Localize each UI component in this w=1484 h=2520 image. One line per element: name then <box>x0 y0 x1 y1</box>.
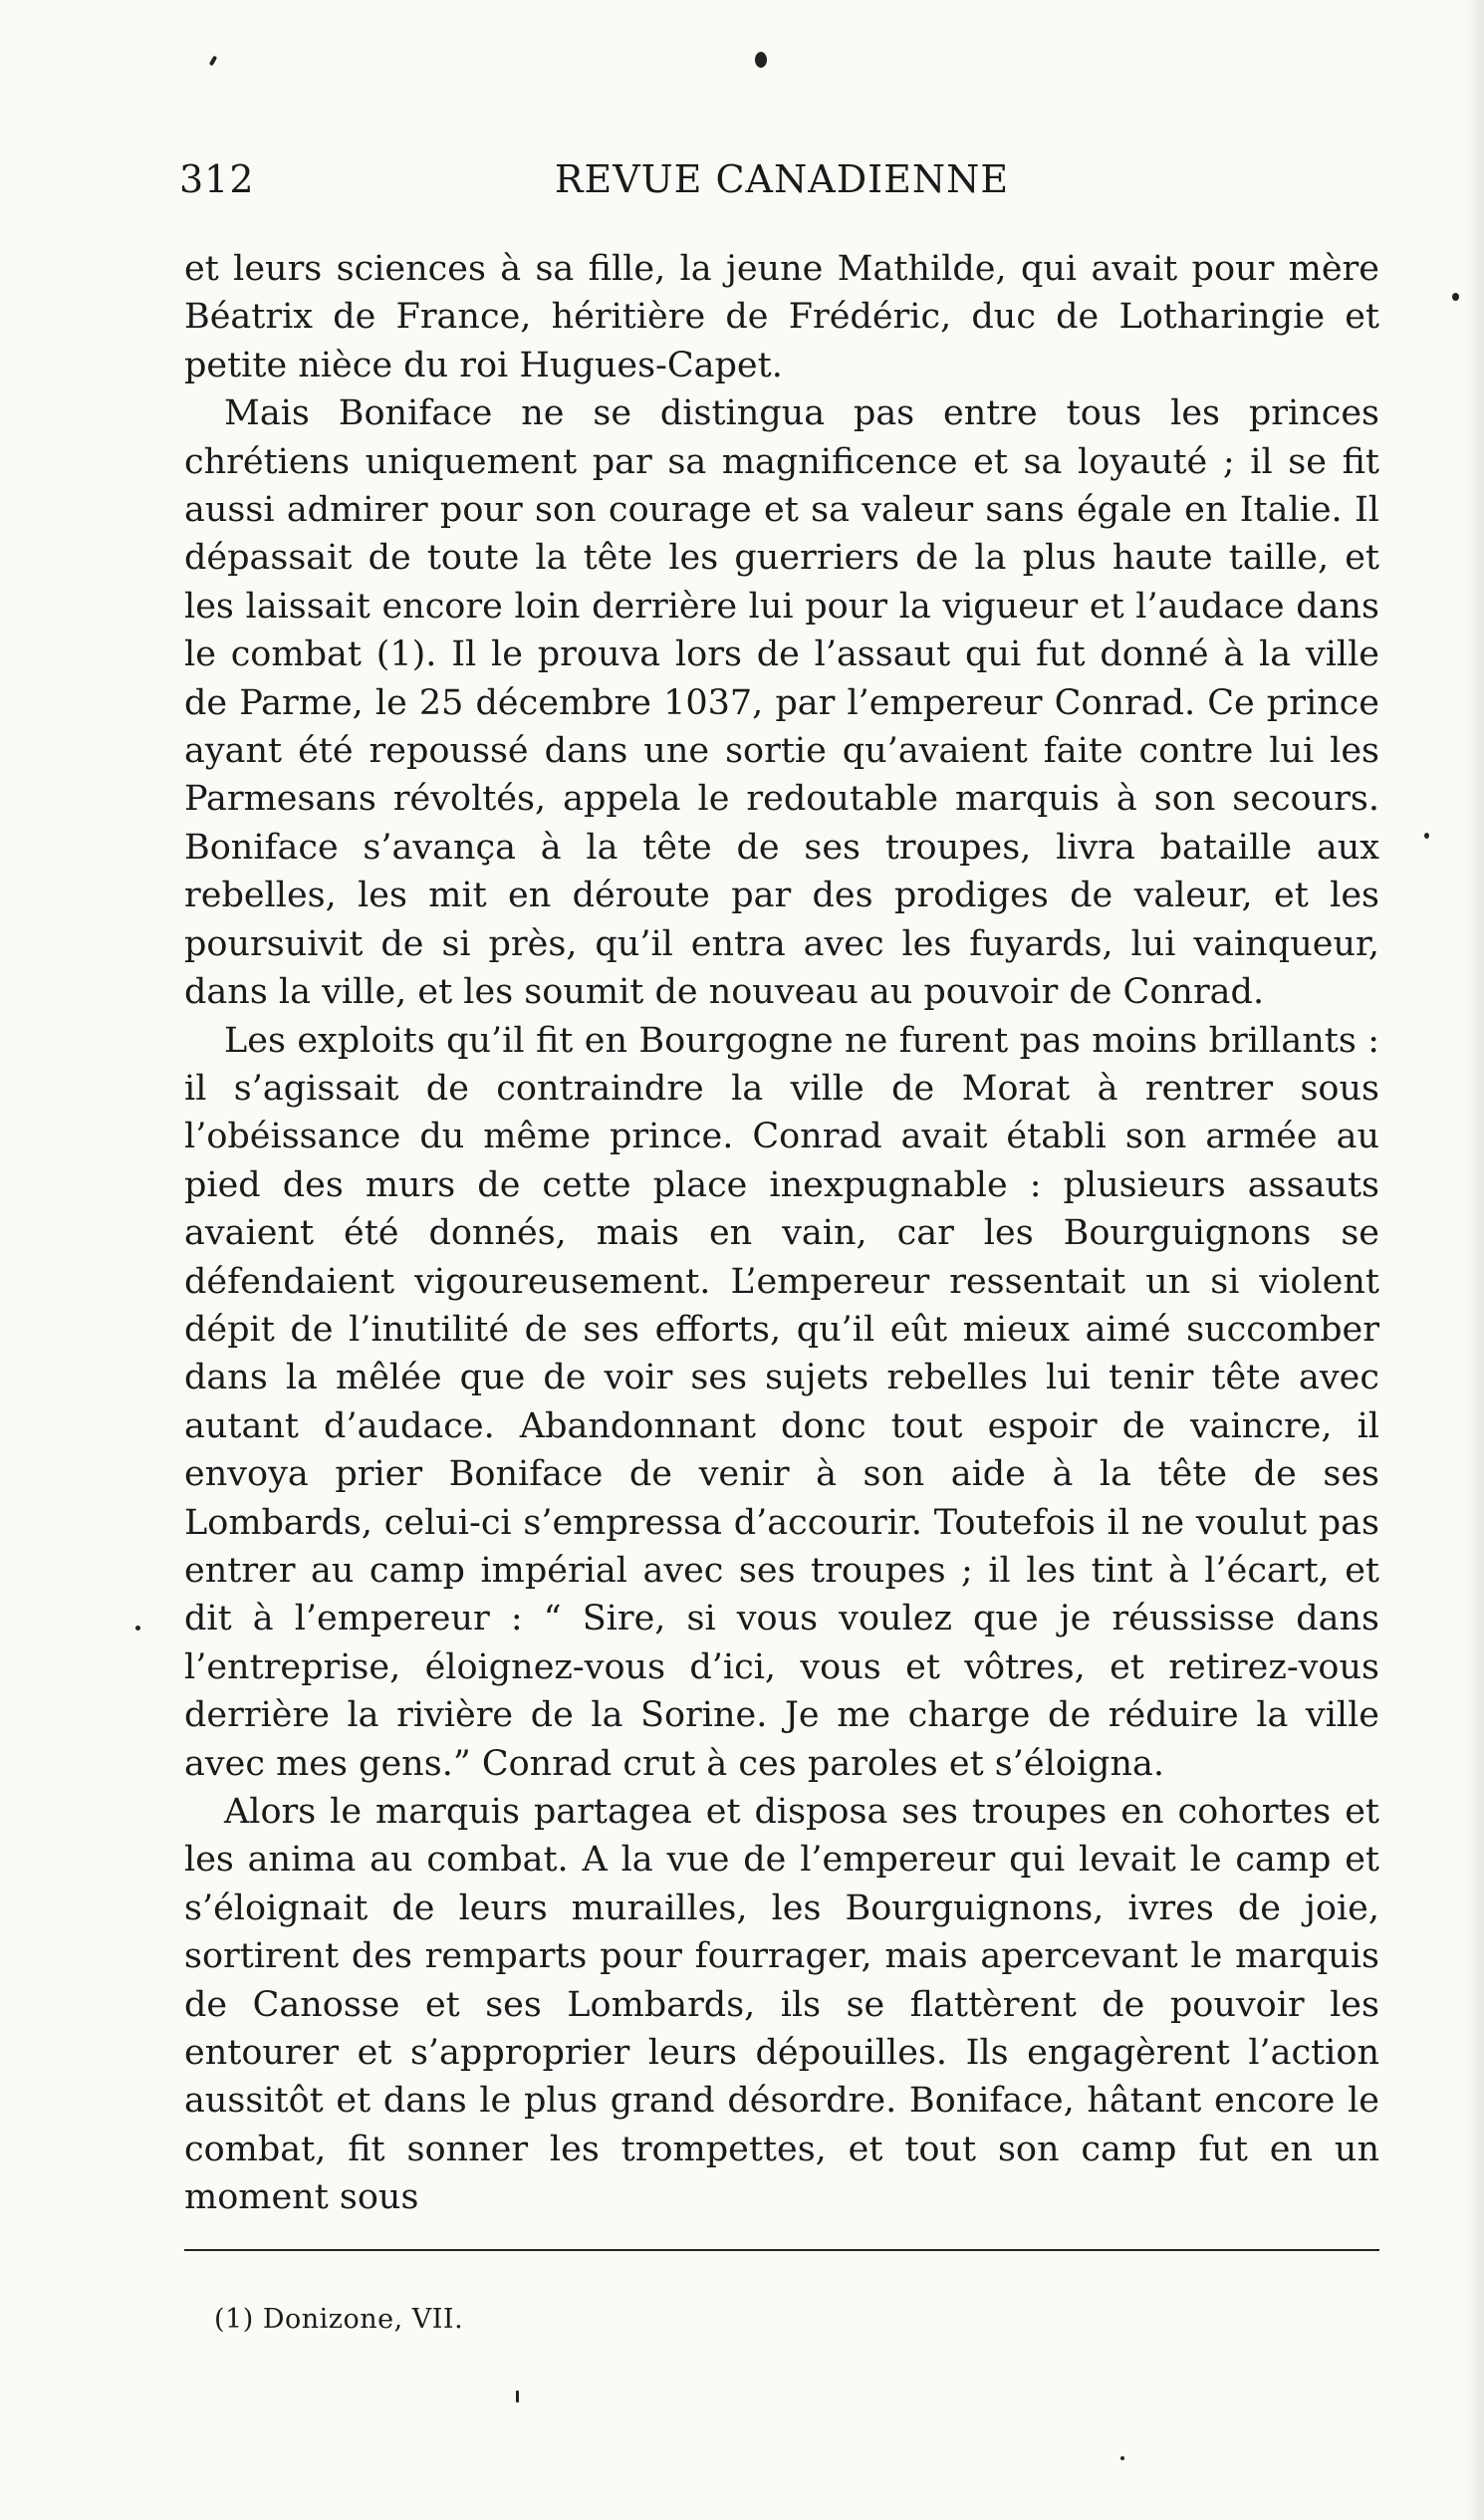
footnote-divider <box>184 2249 1379 2251</box>
scan-speck <box>1452 293 1459 301</box>
page-header <box>179 157 1384 207</box>
paragraph-1: et leurs sciences à sa fille, la jeune Mathilde, qui avait pour mère Béatrix de France, héritière de Frédéric, duc de Lotharingie et petite nièce du roi Hugues-Capet. <box>184 249 1379 385</box>
scan-speck <box>1120 2456 1124 2460</box>
footnote: (1) Donizone, VII. <box>214 2304 464 2335</box>
paragraph-3: Les exploits qu’il fit en Bourgogne ne furent pas moins brillants : il s’agissait de contraindre la ville de Morat à rentrer sous l’obéissance du même prince. Conrad avait établi son armée au pied des murs de cette place inexpugnable : plusieurs assauts avaient été donnés, mais en vain, car les Bourguignons se défendaient vigoureusement. L’empereur ressentait un si violent dépit de l’inutilité de ses efforts, qu’il eût mieux aimé succomber dans la mêlée que de voir ses sujets rebelles lui tenir tête avec autant d’audace. Abandonnant donc tout espoir de vaincre, il envoya prier Boniface de venir à son aide à la tête de ses Lombards, celui-ci s’empressa d’accourir. Toutefois il ne voulut pas entrer au camp impérial avec ses troupes ; il les tint à l’écart, et dit à l’empereur : “ Sire, si vous voulez que je réussisse dans l’entreprise, éloignez-vous d’ici, vous et vôtres, et retirez-vous derrière la rivière de la Sorine. Je me charge de réduire la ville avec mes gens.” Conrad crut à ces paroles et s’éloigna. <box>184 1020 1379 1784</box>
page-number: 312 <box>179 157 255 201</box>
paragraph-4: Alors le marquis partagea et disposa ses troupes en cohortes et les anima au combat. A la vue de l’empereur qui levait le camp et s’éloignait de leurs murailles, les Bourguignons, ivres de joie, sortirent des remparts pour fourrager, mais apercevant le marquis de Canosse et ses Lombards, ils se flattèrent de pouvoir les entourer et s’approprier leurs dépouilles. Ils engagèrent l’action aussitôt et dans le plus grand désordre. Boniface, hâtant encore le combat, fit sonner les trompettes, et tout son camp fut en un moment sous <box>184 1792 1379 2218</box>
body-text <box>184 245 1379 2222</box>
paragraph-2: Mais Boniface ne se distingua pas entre tous les princes chrétiens uniquement par sa magnificence et sa loyauté ; il se fit aussi admirer pour son courage et sa valeur sans égale en Italie. Il dépassait de toute la tête les guerriers de la plus haute taille, et les laissait encore loin derrière lui pour la vigueur et l’audace dans le combat (1). Il le prouva lors de l’assaut qui fut donné à la ville de Parme, le 25 décembre 1037, par l’empereur Conrad. Ce prince ayant été repoussé dans une sortie qu’avaient faite contre lui les Parmesans révoltés, appela le redoutable marquis à son secours. Boniface s’avança à la tête de ses troupes, livra bataille aux rebelles, les mit en déroute par des prodiges de valeur, et les poursuivit de si près, qu’il entra avec les fuyards, lui vainqueur, dans la ville, et les soumit de nouveau au pouvoir de Conrad. <box>184 393 1379 1013</box>
running-title: REVUE CANADIENNE <box>554 157 1010 201</box>
scan-speck <box>209 56 217 67</box>
scan-speck <box>755 52 767 68</box>
scan-speck <box>516 2391 519 2402</box>
scan-speck <box>135 1626 140 1631</box>
scan-speck <box>1424 833 1429 839</box>
page-edge-shadow <box>1466 0 1484 2520</box>
